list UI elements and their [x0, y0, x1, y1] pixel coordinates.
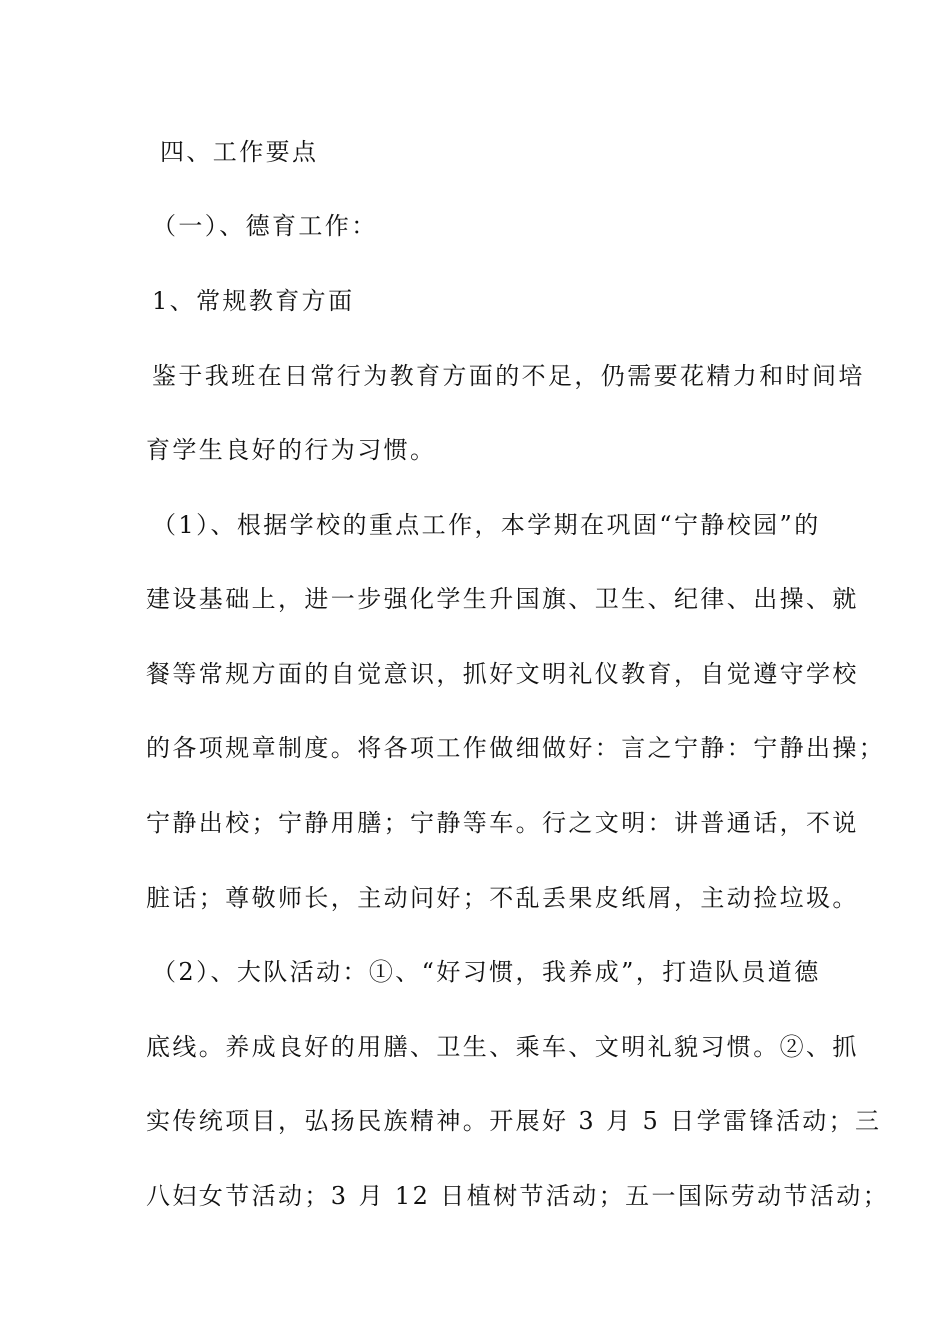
paragraph-line: 鉴于我班在日常行为教育方面的不足，仍需要花精力和时间培: [152, 362, 865, 390]
subsection-heading: （一）、德育工作：: [152, 212, 378, 240]
paragraph-line: 实传统项目，弘扬民族精神。开展好 3 月 5 日学雷锋活动；三: [146, 1107, 882, 1135]
paragraph-line: 脏话；尊敬师长，主动问好；不乱丢果皮纸屑，主动捡垃圾。: [146, 884, 859, 912]
paragraph-line: （2）、大队活动：①、“好习惯，我养成”，打造队员道德: [152, 958, 821, 986]
paragraph-line: 育学生良好的行为习惯。: [146, 436, 437, 464]
paragraph-line: 的各项规章制度。将各项工作做细做好：言之宁静：宁静出操；: [146, 734, 886, 762]
paragraph-line: 宁静出校；宁静用膳；宁静等车。行之文明：讲普通话，不说: [146, 809, 859, 837]
section-heading: 四、工作要点: [160, 138, 319, 166]
item-heading: 1、常规教育方面: [152, 287, 355, 315]
paragraph-line: 八妇女节活动；3 月 12 日植树节活动；五一国际劳动节活动；: [146, 1182, 890, 1210]
paragraph-line: （1）、根据学校的重点工作，本学期在巩固“宁静校园”的: [152, 511, 821, 539]
paragraph-line: 底线。养成良好的用膳、卫生、乘车、文明礼貌习惯。②、抓: [146, 1033, 859, 1061]
paragraph-line: 餐等常规方面的自觉意识，抓好文明礼仪教育，自觉遵守学校: [146, 660, 859, 688]
paragraph-line: 建设基础上，进一步强化学生升国旗、卫生、纪律、出操、就: [146, 585, 859, 613]
